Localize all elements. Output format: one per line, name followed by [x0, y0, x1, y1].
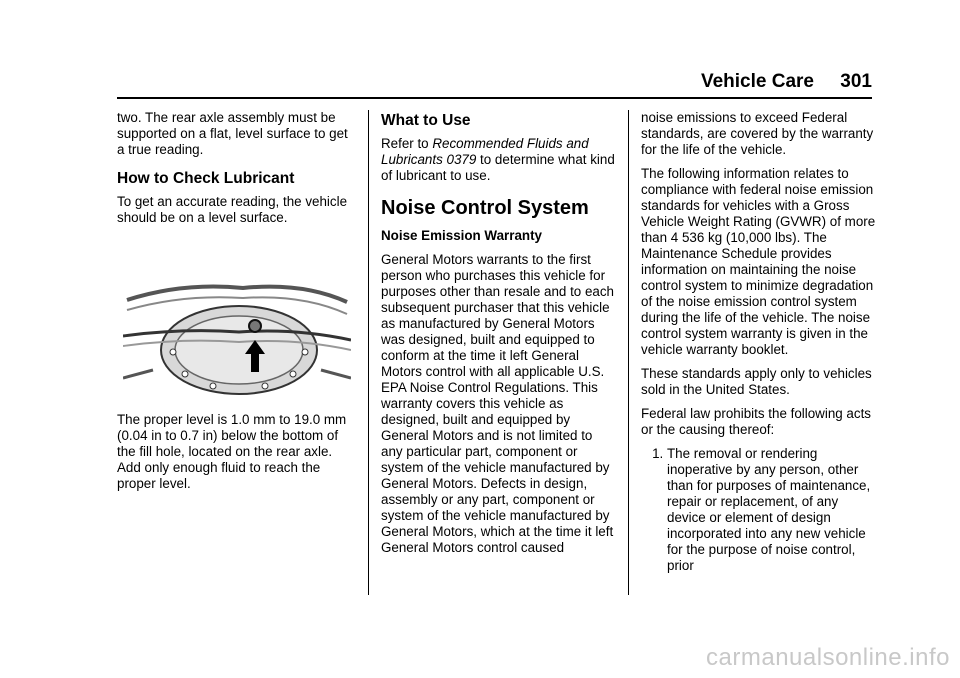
section-title: Vehicle Care — [700, 71, 814, 92]
federal-standards-paragraph: noise emissions to exceed Federal standards, are covered by the warranty for the life of the vehicle. — [641, 110, 874, 157]
rear-axle-fill-hole-illustration — [123, 278, 351, 398]
refer-prefix: Refer to — [381, 136, 433, 151]
warranty-paragraph: General Motors warrants to the first person who purchases this vehicle for purposes other than resale and to each subsequent purchaser that this vehicle as manufactured by General Motors was designed, built and equipped to conform at the time it left General Motors control with all applicable U.S. EPA Noise Control Regulations. This warranty covers this vehicle as designed, built and equipped by General Motors and is not limited to any particular part, component or system of the vehicle manufactured by General Motors. Defects in design, assembly or any part, component or system of the vehicle manufactured by General Motors, which at the time it left General Motors control caused — [381, 252, 615, 555]
prohibited-acts-list — [641, 446, 877, 574]
page-number: 301 — [840, 71, 872, 92]
header-rule — [117, 97, 872, 99]
column-divider-2 — [628, 110, 629, 595]
proper-level-paragraph: The proper level is 1.0 mm to 19.0 mm (0.04 in to 0.7 in) below the bottom of the fill hole, located on the rear axle. Add only enough fluid to reach the proper level. — [117, 412, 347, 491]
level-surface-paragraph: To get an accurate reading, the vehicle should be on a level surface. — [117, 194, 348, 225]
column-divider-1 — [368, 110, 369, 595]
page-reference[interactable]: 0379 — [446, 152, 477, 167]
refer-suffix: to determine what kind of lubricant to use. — [381, 152, 615, 183]
what-to-use-heading: What to Use — [381, 112, 471, 129]
column-1 — [117, 110, 355, 500]
us-only-paragraph: These standards apply only to vehicles sold in the United States. — [641, 366, 872, 397]
federal-law-paragraph: Federal law prohibits the following acts or the causing thereof: — [641, 406, 871, 437]
noise-warranty-subheading: Noise Emission Warranty — [381, 228, 542, 243]
how-to-check-heading: How to Check Lubricant — [117, 170, 295, 187]
intro-paragraph: two. The rear axle assembly must be supported on a flat, level surface to get a true reading. — [117, 110, 348, 157]
list-item: 1. The removal or rendering inoperative by any person, other than for purposes of maintenance, repair or replacement, of any device or element of design incorporated into any new vehicle for the purpose of noise control, prior — [667, 446, 877, 574]
recommended-fluids-link[interactable]: Recommended Fluids and Lubricants — [381, 136, 589, 167]
column-3 — [641, 110, 877, 574]
column-2 — [381, 110, 617, 564]
refer-paragraph — [381, 136, 617, 184]
gvwr-paragraph: The following information relates to compliance with federal noise emission standards for vehicles with a Gross Vehicle Weight Rating (GVWR) of more than 4 536 kg (10,000 lbs). The Maintenance Schedule provides information on maintaining the noise control system to minimize degradation of the noise emission control system during the life of the vehicle. The noise control system warranty is given in the vehicle warranty booklet. — [641, 166, 876, 357]
watermark: carmanualsonline.info — [706, 644, 950, 671]
noise-control-title: Noise Control System — [381, 197, 589, 219]
